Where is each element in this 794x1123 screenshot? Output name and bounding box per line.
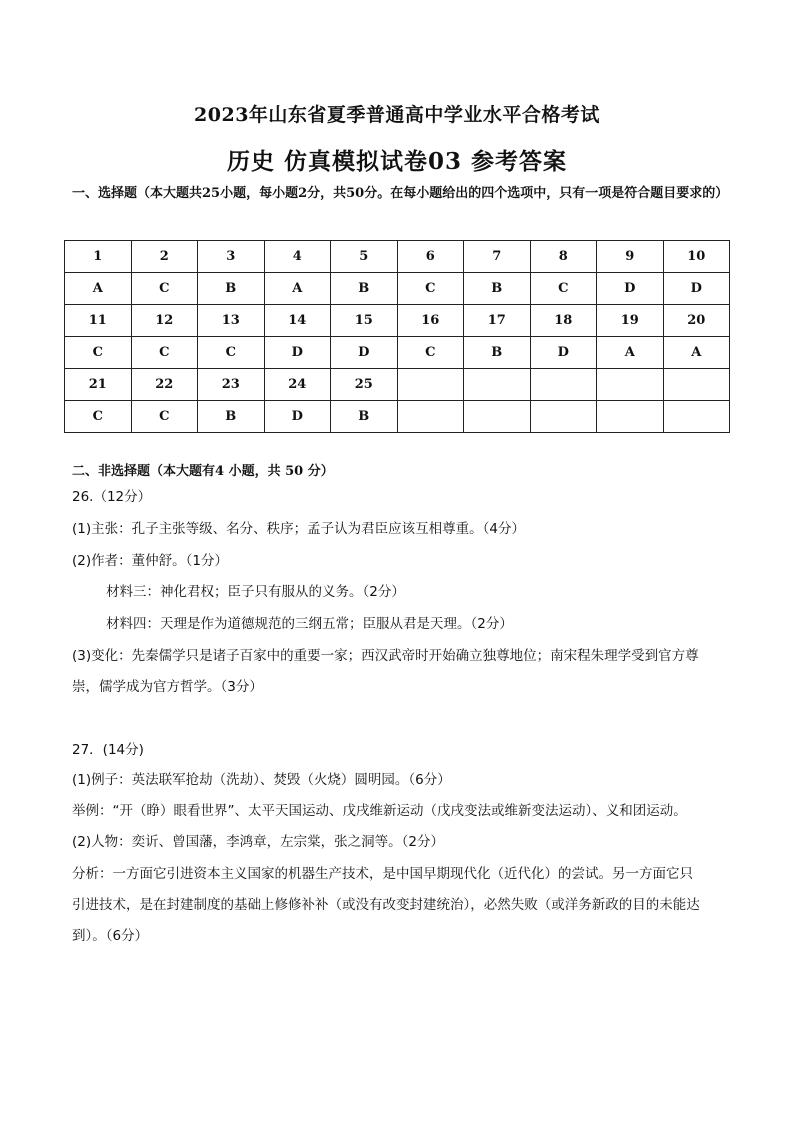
answer-cell: C xyxy=(530,273,597,305)
q27-analysis-line2: 引进技术，是在封建制度的基础上修修补补（或没有改变封建统治），必然失败（或洋务新政的目的未能达 xyxy=(72,897,700,913)
answer-cell: B xyxy=(331,273,398,305)
q27-part2: (2)人物：奕䜣、曾国藩，李鸿章，左宗棠，张之洞等。（2分） xyxy=(72,834,444,850)
answer-cell: A xyxy=(597,337,664,369)
q26-material4: 材料四：天理是作为道德规范的三纲五常；臣服从君是天理。（2分） xyxy=(106,616,513,632)
answer-cell xyxy=(397,401,464,433)
q27-part1: (1)例子：英法联军抢劫（洗劫）、焚毁（火烧）圆明园。（6分） xyxy=(72,772,451,788)
question-number-cell: 25 xyxy=(331,369,398,401)
question-number-cell: 5 xyxy=(331,241,398,273)
question-number-cell: 21 xyxy=(65,369,132,401)
answer-row xyxy=(65,401,730,433)
question-number-cell: 23 xyxy=(198,369,265,401)
q27-examples: 举例：“开（睁）眼看世界”、太平天国运动、戊戌维新运动（戊戌变法或维新变法运动）、义和团运动。 xyxy=(72,803,687,819)
question-number-cell: 12 xyxy=(131,305,198,337)
exam-title: 2023年山东省夏季普通高中学业水平合格考试 xyxy=(194,104,600,126)
answer-cell: C xyxy=(397,337,464,369)
answer-cell: C xyxy=(131,273,198,305)
question-number-cell: 22 xyxy=(131,369,198,401)
section2-heading: 二、非选择题（本大题有4 小题，共 50 分） xyxy=(72,464,334,479)
question-number-row xyxy=(65,369,730,401)
question-number-cell: 3 xyxy=(198,241,265,273)
answer-cell xyxy=(464,401,531,433)
question-number-cell: 6 xyxy=(397,241,464,273)
question-number-cell: 7 xyxy=(464,241,531,273)
answer-cell: D xyxy=(264,401,331,433)
answer-cell: B xyxy=(198,273,265,305)
question-number-cell: 11 xyxy=(65,305,132,337)
question-number-cell xyxy=(530,369,597,401)
question-number-row xyxy=(65,241,730,273)
answer-cell: C xyxy=(198,337,265,369)
paper-subtitle: 历史 仿真模拟试卷03 参考答案 xyxy=(226,148,568,175)
question-number-cell: 9 xyxy=(597,241,664,273)
answer-cell: A xyxy=(264,273,331,305)
question-number-cell xyxy=(663,369,730,401)
question-number-cell xyxy=(397,369,464,401)
answer-cell: A xyxy=(663,337,730,369)
answer-key-table xyxy=(64,240,730,433)
question-number-cell: 19 xyxy=(597,305,664,337)
q27-analysis-line1: 分析：一方面它引进资本主义国家的机器生产技术，是中国早期现代化（近代化）的尝试。另一方面它只 xyxy=(72,866,693,882)
answer-cell: B xyxy=(464,273,531,305)
answer-cell: A xyxy=(65,273,132,305)
question-number-cell: 20 xyxy=(663,305,730,337)
q27-number: 27．(14分) xyxy=(72,742,144,758)
answer-cell: B xyxy=(464,337,531,369)
q26-part3-line2: 崇，儒学成为官方哲学。（3分） xyxy=(72,679,263,695)
answer-row xyxy=(65,337,730,369)
answer-cell: D xyxy=(597,273,664,305)
question-number-cell xyxy=(464,369,531,401)
answer-cell: C xyxy=(131,401,198,433)
answer-cell: D xyxy=(264,337,331,369)
question-number-cell: 14 xyxy=(264,305,331,337)
answer-cell: D xyxy=(530,337,597,369)
q26-number: 26.（12分） xyxy=(72,489,152,505)
answer-cell: B xyxy=(198,401,265,433)
q27-analysis-line3: 到）。（6分） xyxy=(72,928,149,944)
answer-cell: C xyxy=(397,273,464,305)
question-number-cell: 13 xyxy=(198,305,265,337)
question-number-cell: 1 xyxy=(65,241,132,273)
q26-material3: 材料三：神化君权；臣子只有服从的义务。（2分） xyxy=(106,584,405,600)
answer-cell xyxy=(597,401,664,433)
answer-cell: B xyxy=(331,401,398,433)
answer-cell xyxy=(530,401,597,433)
q26-part2: (2)作者：董仲舒。（1分） xyxy=(72,553,228,569)
question-number-cell: 15 xyxy=(331,305,398,337)
question-number-row xyxy=(65,305,730,337)
question-number-cell: 18 xyxy=(530,305,597,337)
question-number-cell: 4 xyxy=(264,241,331,273)
question-number-cell: 16 xyxy=(397,305,464,337)
answer-cell: C xyxy=(131,337,198,369)
answer-cell: C xyxy=(65,337,132,369)
question-number-cell: 24 xyxy=(264,369,331,401)
answer-row xyxy=(65,273,730,305)
question-number-cell: 10 xyxy=(663,241,730,273)
answer-cell: C xyxy=(65,401,132,433)
answer-cell: D xyxy=(331,337,398,369)
q26-part3-line1: (3)变化：先秦儒学只是诸子百家中的重要一家；西汉武帝时开始确立独尊地位；南宋程朱理学受到官方尊 xyxy=(72,648,699,664)
question-number-cell: 17 xyxy=(464,305,531,337)
answer-cell: D xyxy=(663,273,730,305)
answer-cell xyxy=(663,401,730,433)
question-number-cell xyxy=(597,369,664,401)
section1-heading: 一、选择题（本大题共25小题，每小题2分，共50分。在每小题给出的四个选项中，只有一项是符合题目要求的） xyxy=(72,186,729,201)
question-number-cell: 2 xyxy=(131,241,198,273)
q26-part1: (1)主张：孔子主张等级、名分、秩序；孟子认为君臣应该互相尊重。（4分） xyxy=(72,521,525,537)
question-number-cell: 8 xyxy=(530,241,597,273)
